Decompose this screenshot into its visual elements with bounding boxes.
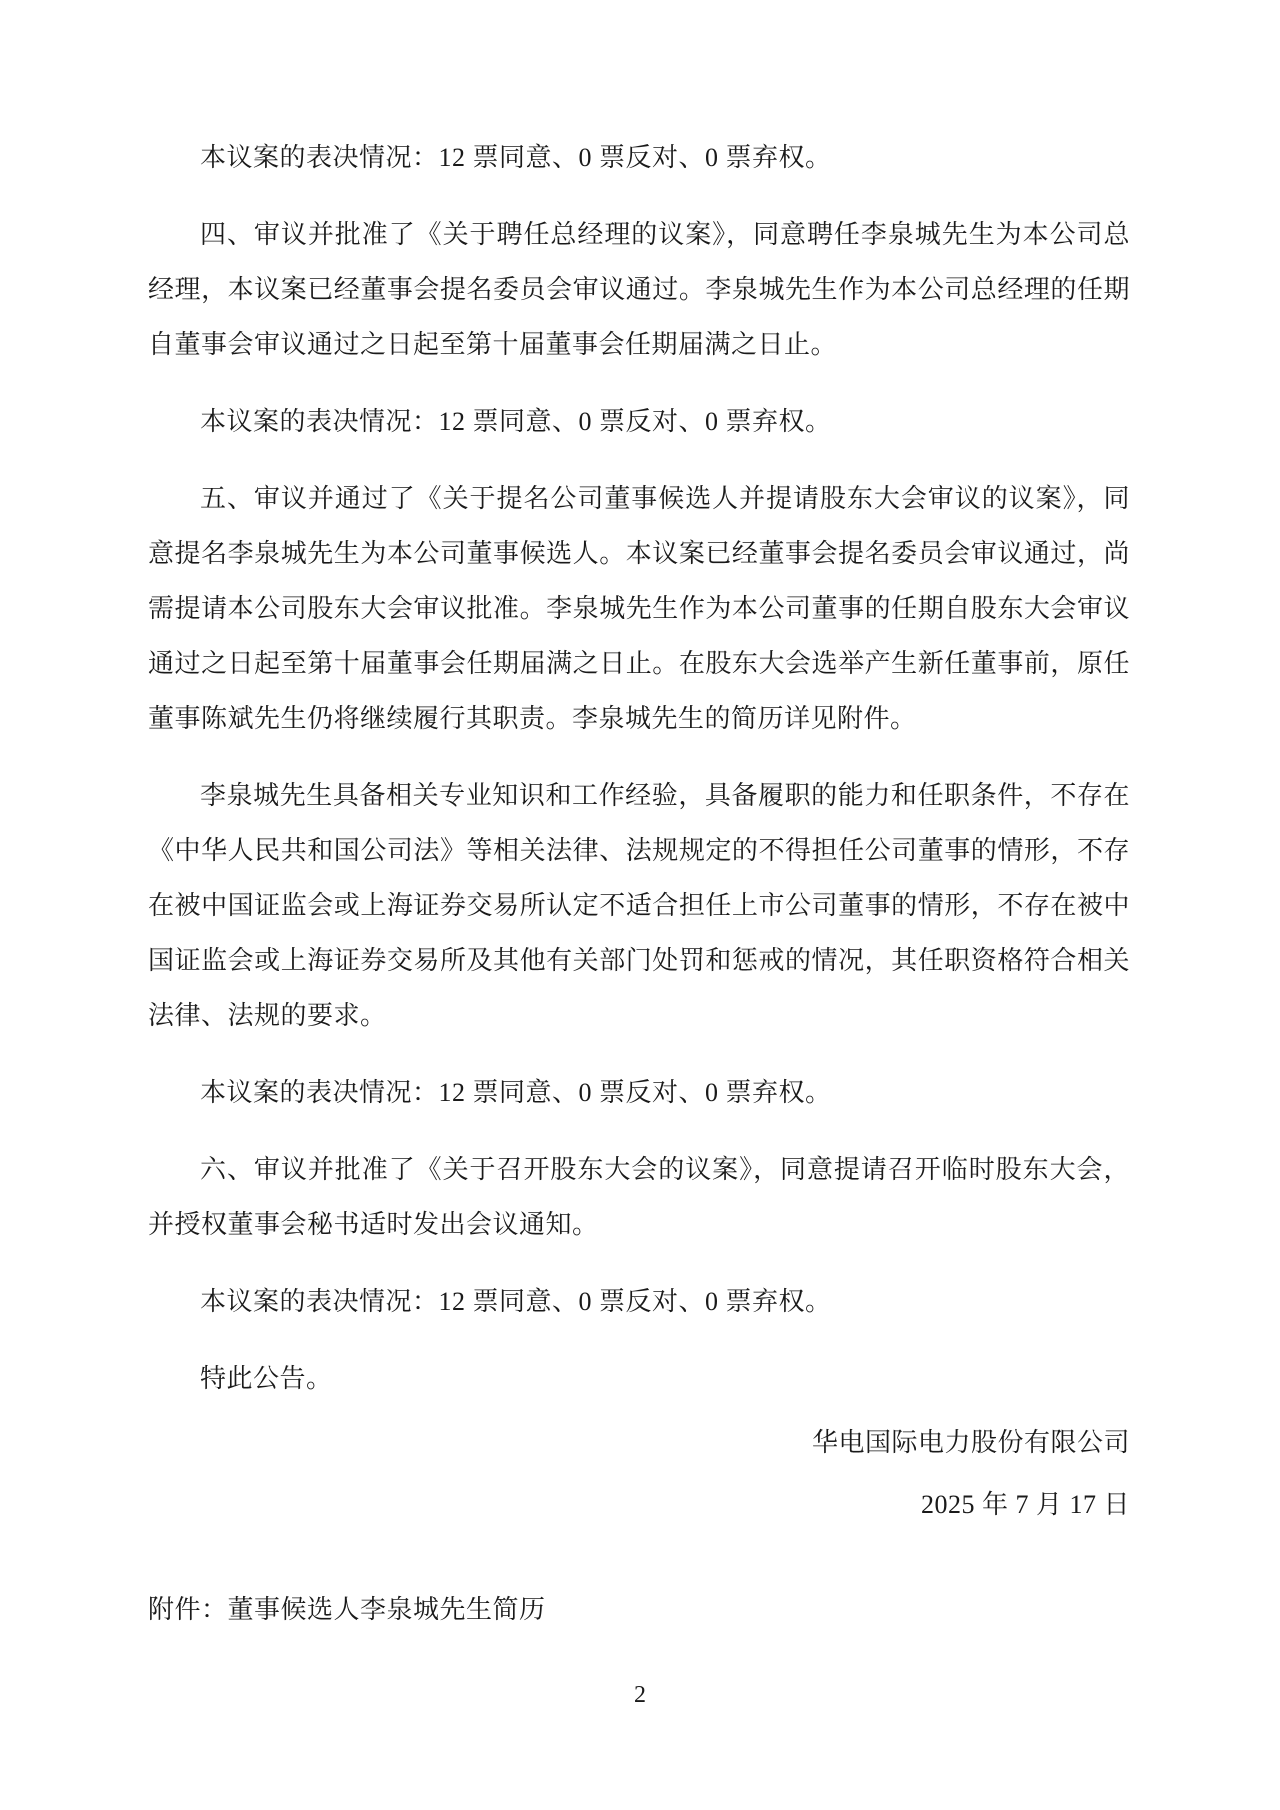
closing-statement: 特此公告。 <box>200 1364 333 1393</box>
qualification-statement: 李泉城先生具备相关专业知识和工作经验，具备履职的能力和任职条件，不存在《中华人民共和国公司法》等相关法律、法规规定的不得担任公司董事的情形，不存在被中国证监会或上海证券交易所认定不适合担任上市公司董事的情形，不存在被中国证监会或上海证券交易所及其他有关部门处罚和惩戒的情况，其任职资格符合相关法律、法规的要求。 <box>148 781 1130 1030</box>
vote-result-line: 本议案的表决情况：12 票同意、0 票反对、0 票弃权。 <box>200 1078 832 1107</box>
vote-result-line: 本议案的表决情况：12 票同意、0 票反对、0 票弃权。 <box>200 1287 832 1316</box>
signature-date: 2025 年 7 月 17 日 <box>920 1490 1130 1519</box>
vote-result-line: 本议案的表决情况：12 票同意、0 票反对、0 票弃权。 <box>200 143 832 172</box>
company-name: 华电国际电力股份有限公司 <box>811 1428 1130 1457</box>
resolution-item-5: 五、审议并通过了《关于提名公司董事候选人并提请股东大会审议的议案》，同意提名李泉城先生为本公司董事候选人。本议案已经董事会提名委员会审议通过，尚需提请本公司股东大会审议批准。李泉城先生作为本公司董事的任期自股东大会审议通过之日起至第十届董事会任期届满之日止。在股东大会选举产生新任董事前，原任董事陈斌先生仍将继续履行其职责。李泉城先生的简历详见附件。 <box>148 484 1130 733</box>
resolution-item-6: 六、审议并批准了《关于召开股东大会的议案》，同意提请召开临时股东大会，并授权董事会秘书适时发出会议通知。 <box>148 1155 1130 1239</box>
page-number: 2 <box>634 1682 646 1708</box>
document-body <box>148 130 1130 1428</box>
resolution-item-4: 四、审议并批准了《关于聘任总经理的议案》，同意聘任李泉城先生为本公司总经理，本议案已经董事会提名委员会审议通过。李泉城先生作为本公司总经理的任期自董事会审议通过之日起至第十届董事会任期届满之日止。 <box>148 220 1130 359</box>
vote-result-line: 本议案的表决情况：12 票同意、0 票反对、0 票弃权。 <box>200 407 832 436</box>
page-footer <box>0 1668 1280 1723</box>
attachment-note: 附件：董事候选人李泉城先生简历 <box>148 1595 546 1624</box>
signature-block <box>812 1412 1130 1536</box>
